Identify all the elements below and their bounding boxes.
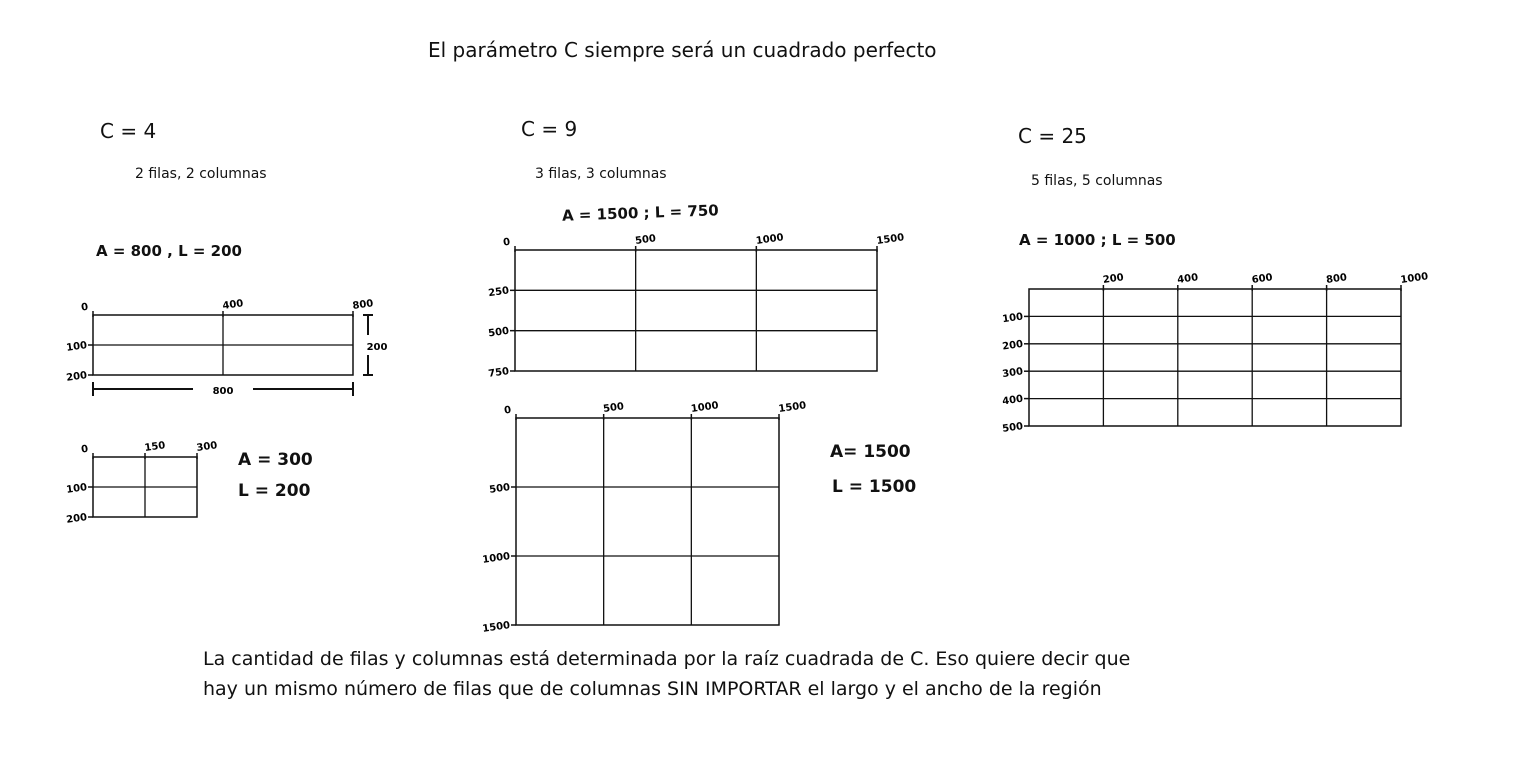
c4-dims: A = 800 , L = 200 bbox=[96, 242, 242, 260]
grid-3-left-tick-label: 750 bbox=[487, 366, 510, 380]
grid-1-left-tick-label: 100 bbox=[65, 340, 88, 354]
grid-1-height-mark: 200 bbox=[366, 342, 388, 353]
grid-5-left-tick-label: 500 bbox=[1001, 421, 1024, 435]
small-grid-height: L = 200 bbox=[238, 481, 311, 501]
grid-5-top-tick-label: 1000 bbox=[1399, 271, 1429, 286]
grid-4-left-tick-label: 1500 bbox=[481, 620, 511, 635]
c25-rows-cols: 5 filas, 5 columnas bbox=[1031, 173, 1163, 189]
grid-1-width-mark: 800 bbox=[212, 386, 234, 397]
grid-3-top-tick-label: 500 bbox=[634, 233, 657, 247]
grid-2-top-tick-label: 150 bbox=[143, 440, 167, 454]
c9-dims: A = 1500 ; L = 750 bbox=[561, 201, 719, 225]
c4-rows-cols: 2 filas, 2 columnas bbox=[135, 166, 267, 182]
grid-4-border bbox=[516, 418, 779, 625]
grid-5-left-tick-label: 400 bbox=[1001, 393, 1024, 408]
c4-label: C = 4 bbox=[100, 119, 157, 143]
square-grid-width: A= 1500 bbox=[830, 442, 911, 462]
grid-3-top-tick-label: 1000 bbox=[755, 232, 785, 247]
footer-line-2: hay un mismo número de filas que de columnas SIN IMPORTAR el largo y el ancho de la región bbox=[203, 678, 1102, 700]
grid-4-left-tick-label: 1000 bbox=[481, 551, 511, 566]
grid-2-top-tick-label: 0 bbox=[80, 443, 89, 456]
grid-5-top-tick-label: 400 bbox=[1176, 272, 1199, 286]
grid-2-left-tick-label: 100 bbox=[65, 482, 88, 496]
grid-4-left-tick-label: 500 bbox=[488, 482, 511, 496]
grid-5-left-tick-label: 200 bbox=[1001, 338, 1024, 353]
grid-5-left-tick-label: 300 bbox=[1001, 366, 1024, 381]
c9-rows-cols: 3 filas, 3 columnas bbox=[535, 166, 667, 182]
grid-3-left-tick-label: 500 bbox=[487, 325, 510, 340]
grid-5-top-tick-label: 800 bbox=[1325, 272, 1348, 286]
grid-1-left-tick-label: 200 bbox=[65, 370, 88, 384]
grid-5-left-tick-label: 100 bbox=[1001, 311, 1024, 326]
grid-3-top-tick-label: 1500 bbox=[875, 232, 905, 247]
small-grid-width: A = 300 bbox=[238, 450, 313, 470]
grid-4-top-tick-label: 1000 bbox=[690, 400, 720, 415]
footer-line-1: La cantidad de filas y columnas está determinada por la raíz cuadrada de C. Eso quiere decir que bbox=[203, 648, 1131, 670]
grid-4-top-tick-label: 0 bbox=[503, 404, 512, 417]
grid-3-top-tick-label: 0 bbox=[502, 236, 511, 249]
grid-2-left-tick-label: 200 bbox=[65, 512, 88, 526]
c9-label: C = 9 bbox=[521, 117, 578, 141]
grid-5-border bbox=[1029, 289, 1401, 426]
grid-4-top-tick-label: 1500 bbox=[777, 400, 807, 415]
grid-5-top-tick-label: 200 bbox=[1102, 272, 1125, 286]
grid-4-top-tick-label: 500 bbox=[602, 401, 625, 415]
grid-1-top-tick-label: 0 bbox=[80, 301, 89, 314]
c25-dims: A = 1000 ; L = 500 bbox=[1019, 231, 1176, 249]
square-grid-height: L = 1500 bbox=[832, 477, 917, 497]
grid-1-top-tick-label: 400 bbox=[221, 298, 245, 312]
c25-label: C = 25 bbox=[1018, 124, 1087, 148]
grid-1-top-tick-label: 800 bbox=[351, 298, 375, 312]
grid-3-left-tick-label: 250 bbox=[487, 285, 510, 300]
diagram-title: El parámetro C siempre será un cuadrado perfecto bbox=[428, 38, 937, 62]
grid-5-top-tick-label: 600 bbox=[1251, 272, 1274, 286]
grid-3-border bbox=[515, 250, 877, 371]
grid-2-top-tick-label: 300 bbox=[195, 440, 219, 454]
